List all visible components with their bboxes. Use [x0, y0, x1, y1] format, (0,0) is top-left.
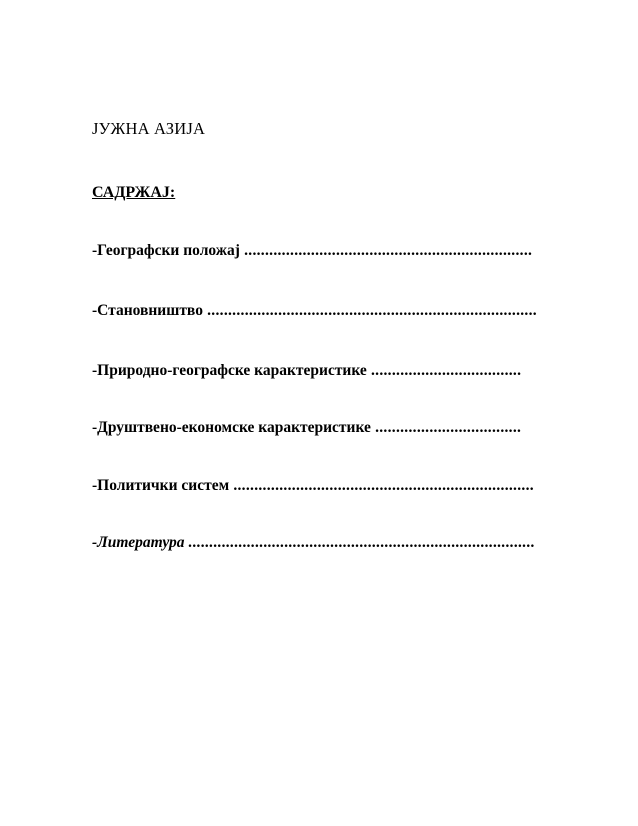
toc-dot-leader: ............................................................................... [202, 302, 537, 319]
toc-dot-leader: .................................... [366, 362, 522, 379]
toc-entry-label: -Становништво [92, 302, 203, 319]
toc-heading: САДРЖАЈ: [92, 184, 176, 201]
toc-entry-socio-economic [92, 419, 546, 437]
toc-entry-label: -Литература [92, 534, 185, 551]
toc-dot-leader: ................................... [370, 419, 522, 436]
toc-entry-label: -Географски положај [92, 242, 240, 259]
toc-entry-label: -Политички систем [92, 477, 230, 494]
toc-entry-political-system [92, 477, 546, 495]
toc-entry-label: -Природно-географске карактеристике [92, 362, 367, 379]
toc-entry-label: -Друштвено-економске карактеристике [92, 419, 371, 436]
toc-dot-leader: ..................................................................... [239, 242, 533, 259]
document-title: ЈУЖНА АЗИЈА [92, 119, 206, 138]
toc-entry-geographic-position [92, 242, 546, 260]
toc-entry-natural-geographic [92, 362, 546, 380]
toc-dot-leader: ........................................................................ [229, 477, 534, 494]
toc-dot-leader: ................................................................................... [184, 534, 536, 551]
toc-entry-literature [92, 534, 542, 552]
toc-entry-population [92, 302, 546, 320]
